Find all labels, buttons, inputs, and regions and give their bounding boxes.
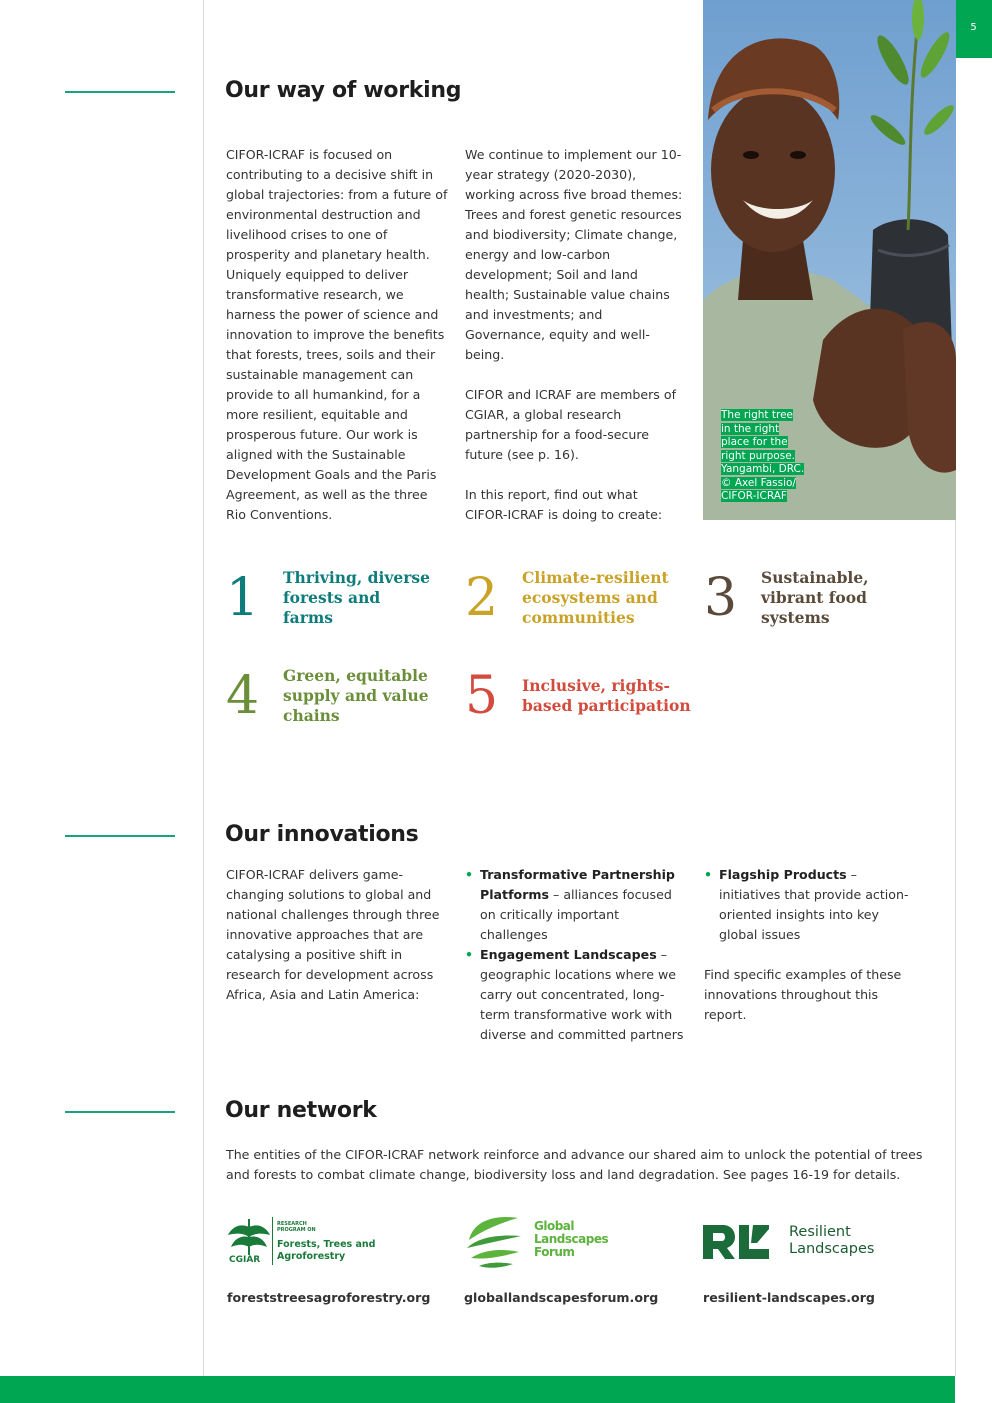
- innovations-bullets-2: [704, 865, 919, 945]
- innovations-bullets-1: [465, 865, 687, 1045]
- rl-line2: Landscapes: [789, 1241, 875, 1257]
- innovation-term-tpp: Transformative Partnership Platforms: [480, 867, 675, 902]
- caption-line-2: in the right: [721, 422, 780, 435]
- innovations-outro: Find specific examples of these innovations throughout this report.: [704, 967, 902, 1022]
- theme-2: [465, 568, 672, 628]
- innovation-term-fp: Flagship Products: [719, 867, 847, 882]
- glf-line3: Forum: [534, 1245, 575, 1259]
- fta-logo-name: [277, 1239, 375, 1263]
- theme-5-label: Inclusive, rights-based participation: [522, 676, 691, 715]
- way-of-working-col2: [465, 145, 683, 525]
- left-margin-line: [203, 0, 204, 1376]
- theme-5-number: 5: [465, 666, 499, 726]
- innovation-item-tpp: [465, 865, 687, 945]
- fta-logo-line2: Agroforestry: [277, 1251, 346, 1262]
- fta-logo-small-text: RESEARCH PROGRAM ON: [277, 1221, 316, 1233]
- network-intro: [226, 1145, 926, 1185]
- rl-wordmark: [789, 1224, 874, 1258]
- caption-line-6: © Axel Fassio/: [721, 476, 796, 489]
- section-rule-way-of-working: [65, 91, 175, 93]
- theme-3: [704, 568, 936, 628]
- innovation-item-el: [465, 945, 687, 1045]
- theme-2-label: Climate-resilient ecosystems and communities: [522, 568, 669, 627]
- innovation-term-el: Engagement Landscapes: [480, 947, 657, 962]
- rl-line1: Resilient: [789, 1224, 851, 1240]
- innovation-desc-fp: – initiatives that provide action-oriented insights into key global issues: [719, 867, 909, 942]
- theme-2-number: 2: [465, 568, 499, 628]
- heading-network: Our network: [225, 1098, 377, 1123]
- glf-leaf-icon: [463, 1212, 523, 1270]
- innovations-intro: [226, 865, 444, 1005]
- fta-logo: [226, 1215, 386, 1270]
- way-of-working-col2-p3: In this report, find out what CIFOR-ICRAF is doing to create:: [465, 487, 663, 522]
- way-of-working-col2-p1: We continue to implement our 10-year strategy (2020-2030), working across five broad themes: Trees and forest genetic resources and biodiversity; Climate change, energy and low-carbon development; Soil and land health; Sustainable value chains and investments; and Governance, equity and well-being.: [465, 147, 683, 362]
- photo-caption: [721, 409, 821, 504]
- way-of-working-col1: [226, 145, 448, 525]
- fta-logo-divider: [272, 1217, 273, 1265]
- innovations-list-col3: [704, 865, 919, 1025]
- bottom-green-bar: [0, 1376, 955, 1403]
- url-glf[interactable]: globallandscapesforum.org: [464, 1290, 659, 1305]
- url-fta[interactable]: foreststreesagroforestry.org: [227, 1290, 431, 1305]
- caption-line-5: Yangambi, DRC.: [721, 463, 805, 475]
- heading-innovations: Our innovations: [225, 822, 419, 847]
- page-number-tab: [955, 0, 992, 58]
- innovation-item-fp: [704, 865, 919, 945]
- glf-logo: [463, 1212, 613, 1272]
- section-rule-innovations: [65, 835, 175, 837]
- theme-4-label: Green, equitable supply and value chains: [283, 666, 429, 725]
- way-of-working-col1-text: CIFOR-ICRAF is focused on contributing to a decisive shift in global trajectories: from a future of environmental destruction and livelihood crises to one of prosperity and planetary health. Uniquely equipped to deliver transformative research, we harness the power of science and innovation to improve the benefits that forests, trees, soils and their sustainable management can provide to all humankind, for a more resilient, equitable and prosperous future. Our work is aligned with the Sustainable Development Goals and the Paris Agreement, as well as the three Rio Conventions.: [226, 147, 448, 522]
- cgiar-leaf-icon: [226, 1217, 272, 1257]
- heading-way-of-working: Our way of working: [225, 78, 462, 103]
- glf-wordmark: [534, 1220, 608, 1259]
- rl-mark-icon: [703, 1225, 771, 1259]
- cgiar-wordmark: CGIAR: [229, 1255, 261, 1265]
- theme-1-label: Thriving, diverse forests and farms: [283, 568, 431, 627]
- resilient-landscapes-logo: [703, 1222, 893, 1262]
- glf-line2: Landscapes: [534, 1232, 609, 1246]
- theme-1: [226, 568, 433, 628]
- caption-line-4: right purpose.: [721, 449, 796, 462]
- innovation-desc-tpp: – alliances focused on critically important challenges: [480, 887, 672, 942]
- caption-line-3: place for the: [721, 436, 788, 448]
- url-resilient-landscapes[interactable]: resilient-landscapes.org: [703, 1290, 875, 1305]
- innovations-list-col2: [465, 865, 687, 1045]
- caption-line-1: The right tree: [721, 409, 793, 421]
- caption-line-7: CIFOR-ICRAF: [721, 490, 787, 502]
- fta-logo-line1: Forests, Trees and: [277, 1239, 376, 1250]
- theme-3-number: 3: [704, 568, 738, 628]
- innovation-desc-el: – geographic locations where we carry out concentrated, long-term transformative work with diverse and committed partners: [480, 947, 684, 1042]
- page-number: 5: [970, 22, 977, 33]
- network-intro-text: The entities of the CIFOR-ICRAF network reinforce and advance our shared aim to unlock the potential of trees and forests to combat climate change, biodiversity loss and land degradation. See pages 16-19 for details.: [226, 1147, 923, 1182]
- theme-5: [465, 666, 692, 726]
- way-of-working-col2-p2: CIFOR and ICRAF are members of CGIAR, a global research partnership for a food-secure future (see p. 16).: [465, 387, 677, 462]
- theme-1-number: 1: [226, 568, 260, 628]
- theme-4-number: 4: [226, 666, 260, 726]
- section-rule-network: [65, 1111, 175, 1113]
- theme-4: [226, 666, 433, 726]
- glf-line1: Global: [534, 1219, 575, 1233]
- innovations-intro-text: CIFOR-ICRAF delivers game-changing solutions to global and national challenges through three innovative approaches that are catalysing a positive shift in research for development across Africa, Asia and Latin America:: [226, 867, 440, 1002]
- theme-3-label: Sustainable, vibrant food systems: [761, 568, 869, 627]
